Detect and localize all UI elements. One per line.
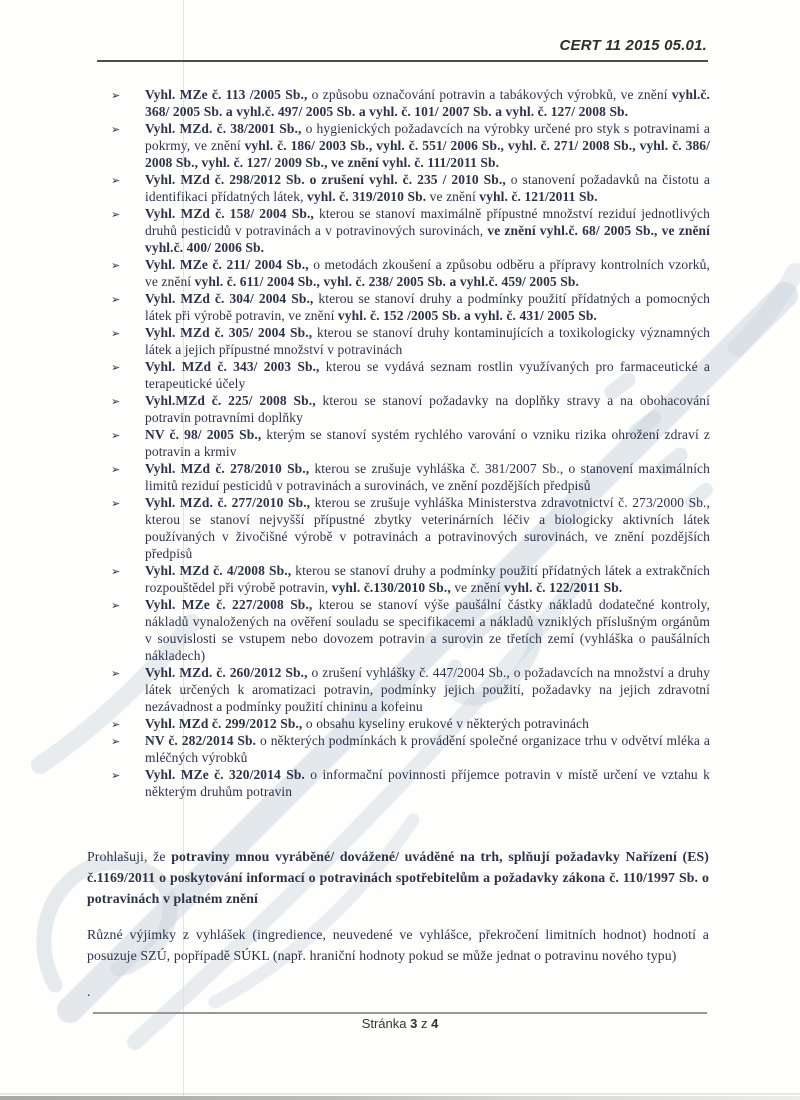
header-rule — [97, 60, 708, 62]
regulation-item — [97, 494, 710, 562]
regulation-item — [97, 596, 710, 664]
declaration-paragraph: Různé výjimky z vyhlášek (ingredience, neuvedené ve vyhlášce, překročení limitních hodnot) hodnotí a posuzuje SZÚ, popřípadě SÚKL (např. hraniční hodnoty pokud se může jednat o potravinu nového typu) — [87, 927, 709, 963]
regulation-item-text: NV č. 282/2014 Sb. o některých podmínkách k provádění společné organizace trhu v odvětví mléka a mléčných výrobků — [145, 733, 710, 765]
regulation-item — [97, 766, 710, 800]
regulation-item — [97, 562, 710, 596]
regulation-list — [97, 86, 710, 800]
regulation-item — [97, 358, 710, 392]
arrow-bullet-icon: ➢ — [111, 327, 121, 340]
regulation-item-text: Vyhl.MZd č. 225/ 2008 Sb., kterou se stanoví požadavky na doplňky stravy a na obohacování potravin potravními doplňky — [145, 393, 710, 425]
regulation-item-text: Vyhl. MZd. č. 277/2010 Sb., kterou se zrušuje vyhláška Ministerstva zdravotnictví č. 273/2000 Sb., kterou se stanoví nejvyšší přípustné zbytky veterinárních léčiv a biologicky aktivních látek používaných v živočišné výrobě v potravinách a potravinových surovinách, ve znění pozdějších předpisů — [145, 495, 710, 561]
arrow-bullet-icon: ➢ — [111, 361, 121, 374]
arrow-bullet-icon: ➢ — [111, 667, 121, 680]
regulation-item-text: Vyhl. MZe č. 320/2014 Sb. o informační povinnosti příjemce potravin v místě určení ve vztahu k některým druhům potravin — [145, 767, 710, 799]
regulation-item — [97, 426, 710, 460]
arrow-bullet-icon: ➢ — [111, 174, 121, 187]
regulation-item-text: Vyhl. MZd. č. 38/2001 Sb., o hygienických požadavcích na výrobky určené pro styk s potravinami a pokrmy, ve znění vyhl. č. 186/ 2003 Sb., vyhl. č. 551/ 2006 Sb., vyhl. č. 271/ 2008 Sb., vyhl. č. 386/ 2008 Sb., vyhl. č. 127/ 2009 Sb., ve znění vyhl. č. 111/2011 Sb. — [145, 121, 711, 170]
regulation-item-text: Vyhl. MZd č. 299/2012 Sb., o obsahu kyseliny erukové v některých potravinách — [145, 716, 589, 731]
arrow-bullet-icon: ➢ — [111, 123, 121, 136]
regulation-item — [97, 120, 710, 171]
regulation-item-text: Vyhl. MZd č. 4/2008 Sb., kterou se stanoví druhy a podmínky použití přídatných látek a extrakčních rozpouštědel při výrobě potravin, vyhl. č.130/2010 Sb., ve znění vyhl. č. 122/2011 Sb. — [145, 563, 710, 595]
regulation-item-text: Vyhl. MZd č. 305/ 2004 Sb., kterou se stanoví druhy kontaminujících a toxikologicky významných látek a jejich přípustné množství v potravinách — [145, 325, 711, 357]
regulation-item — [97, 324, 710, 358]
arrow-bullet-icon: ➢ — [111, 89, 121, 102]
arrow-bullet-icon: ➢ — [111, 208, 121, 221]
arrow-bullet-icon: ➢ — [111, 395, 121, 408]
arrow-bullet-icon: ➢ — [111, 259, 121, 272]
arrow-bullet-icon: ➢ — [111, 429, 121, 442]
arrow-bullet-icon: ➢ — [111, 497, 121, 510]
footer-rule — [93, 1012, 707, 1014]
arrow-bullet-icon: ➢ — [111, 599, 121, 612]
regulation-item — [97, 86, 710, 120]
regulation-item-text: Vyhl. MZd č. 278/2010 Sb., kterou se zrušuje vyhláška č. 381/2007 Sb., o stanovení maximálních limitů reziduí pesticidů v potravinách a surovinách, ve znění pozdějších předpisů — [145, 461, 710, 493]
regulation-item — [97, 205, 710, 256]
page-number: Stránka 3 z 4 — [361, 1016, 439, 1031]
regulation-item — [97, 392, 710, 426]
regulation-item — [97, 460, 710, 494]
regulation-item-text: Vyhl. MZe č. 227/2008 Sb., kterou se stanoví výše paušální částky nákladů dodatečné kontroly, nákladů vynaložených na ověření souladu se specifikacemi a nákladů vzniklých příslušným orgánům v souvislosti se vstupem nebo dovozem potravin a surovin ze třetích zemí (vyhláška o paušálních nákladech) — [145, 597, 710, 663]
arrow-bullet-icon: ➢ — [111, 565, 121, 578]
regulation-item — [97, 732, 710, 766]
regulation-item-text: Vyhl. MZd. č. 260/2012 Sb., o zrušení vyhlášky č. 447/2004 Sb., o požadavcích na množství a druhy látek určených k aromatizaci potravin, podmínky jejich použití, požadavky na jejich zdravotní nezávadnost a podmínky použití chininu a kofeinu — [145, 665, 711, 714]
arrow-bullet-icon: ➢ — [111, 718, 121, 731]
regulation-item-text: Vyhl. MZd č. 158/ 2004 Sb., kterou se stanoví maximálně přípustné množství reziduí jednotlivých druhů pesticidů v potravinách a v potravinových surovinách, ve znění vyhl.č. 68/ 2005 Sb., ve znění vyhl.č. 400/ 2006 Sb. — [145, 206, 711, 255]
arrow-bullet-icon: ➢ — [111, 463, 121, 476]
regulation-item — [97, 171, 710, 205]
declaration-paragraph: . — [87, 984, 91, 999]
declaration-section — [87, 846, 709, 1002]
regulation-item-text: Vyhl. MZe č. 113 /2005 Sb., o způsobu označování potravin a tabákových výrobků, ve znění vyhl.č. 368/ 2005 Sb. a vyhl.č. 497/ 2005 Sb. a vyhl. č. 101/ 2007 Sb. a vyhl. č. 127/ 2008 Sb. — [145, 87, 710, 119]
regulation-item — [97, 290, 710, 324]
arrow-bullet-icon: ➢ — [111, 293, 121, 306]
regulation-item-text: NV č. 98/ 2005 Sb., kterým se stanoví systém rychlého varování o vzniku rizika ohrožení zdraví z potravin a krmiv — [145, 427, 710, 459]
declaration-paragraph: Prohlašuji, že potraviny mnou vyráběné/ dovážené/ uváděné na trh, splňují požadavky Nařízení (ES) č.1169/2011 o poskytování informací o potravinách spotřebitelům a požadavky zákona č. 110/1997 Sb. o potravinách v platném znění — [87, 849, 709, 906]
regulation-item — [97, 256, 710, 290]
regulation-item-text: Vyhl. MZd č. 298/2012 Sb. o zrušení vyhl. č. 235 / 2010 Sb., o stanovení požadavků na čistotu a identifikaci přídatných látek, vyhl. č. 319/2010 Sb. ve znění vyhl. č. 121/2011 Sb. — [145, 172, 710, 204]
header-reference: CERT 11 2015 05.01. — [559, 37, 707, 54]
regulation-item — [97, 664, 710, 715]
arrow-bullet-icon: ➢ — [111, 735, 121, 748]
regulation-item-text: Vyhl. MZe č. 211/ 2004 Sb., o metodách zkoušení a způsobu odběru a přípravy kontrolních vzorků, ve znění vyhl. č. 611/ 2004 Sb., vyhl. č. 238/ 2005 Sb. a vyhl.č. 459/ 2005 Sb. — [145, 257, 710, 289]
regulation-item — [97, 715, 710, 732]
regulation-item-text: Vyhl. MZd č. 304/ 2004 Sb., kterou se stanoví druhy a podmínky použití přídatných a pomocných látek při výrobě potravin, ve znění vyhl. č. 152 /2005 Sb. a vyhl. č. 431/ 2005 Sb. — [145, 291, 711, 323]
regulation-item-text: Vyhl. MZd č. 343/ 2003 Sb., kterou se vydává seznam rostlin využívaných pro farmaceutické a terapeutické účely — [145, 359, 711, 391]
arrow-bullet-icon: ➢ — [111, 769, 121, 782]
